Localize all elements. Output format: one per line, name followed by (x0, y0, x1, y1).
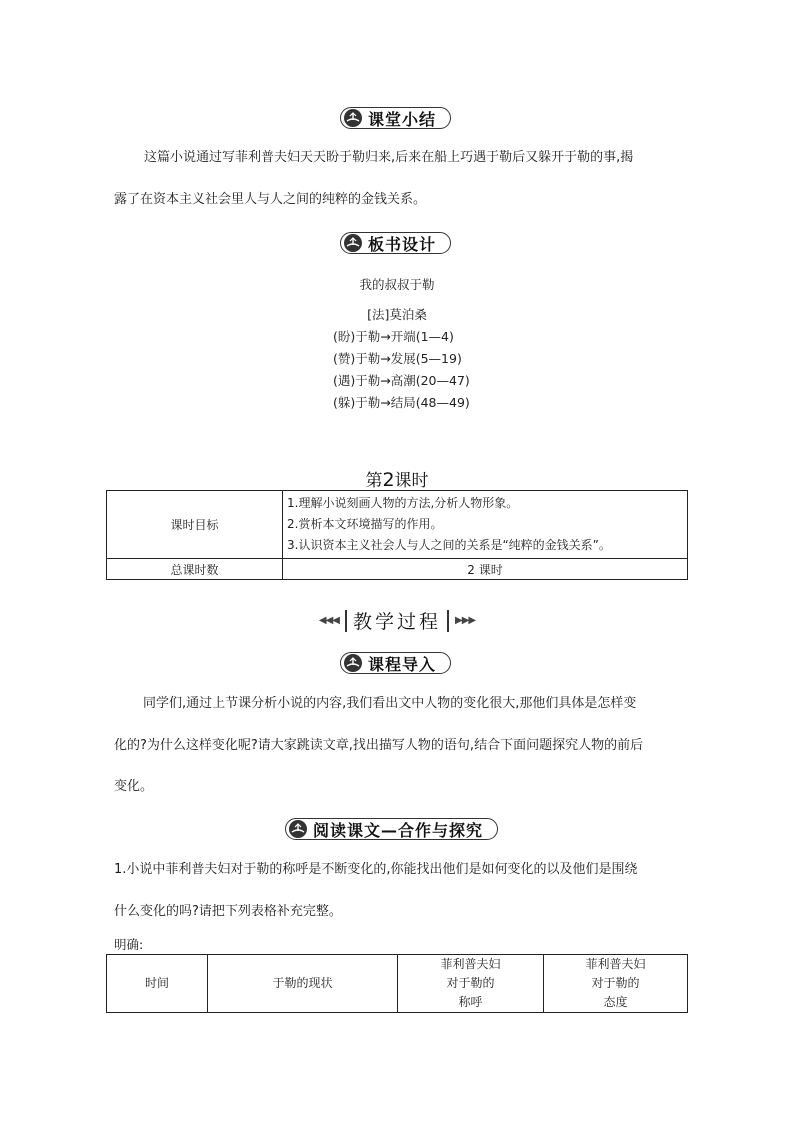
book-icon (287, 818, 309, 840)
section-badge-board (340, 232, 451, 254)
summary-line-2: 露了在资本主义社会里人与人之间的纯粹的金钱关系。 (114, 192, 427, 207)
book-icon (342, 232, 364, 254)
lesson-suffix: 课时 (394, 471, 429, 491)
section-title: 课堂小结 (368, 109, 437, 129)
intro-line-1: 同学们,通过上节课分析小说的内容,我们看出文中人物的变化很大,那他们具体是怎样变 (143, 696, 637, 711)
header-cell (544, 955, 688, 1013)
board-author: [法]莫泊桑 (367, 307, 427, 322)
section-badge-reading (285, 818, 498, 840)
header-text: 态度 (603, 995, 628, 1009)
total-label: 总课时数 (170, 562, 219, 577)
header-text: 对于勒的 (591, 976, 640, 990)
lesson-prefix: 第 (365, 471, 383, 491)
change-table (106, 954, 688, 1013)
board-line: (遇)于勒→高潮(20—47) (333, 373, 470, 388)
header-cell (107, 955, 208, 1013)
divider-bar (447, 610, 449, 632)
lesson-title (0, 466, 794, 491)
section-title: 阅读课文—合作与探究 (313, 820, 484, 840)
total-value: 2 课时 (467, 562, 503, 577)
header-cell (208, 955, 398, 1013)
header-text: 菲利普夫妇 (585, 957, 646, 971)
section-badge-summary (340, 107, 451, 129)
header-cell (398, 955, 544, 1013)
goal-label-cell (107, 491, 283, 559)
question-line-1: 1.小说中菲利普夫妇对于勒的称呼是不断变化的,你能找出他们是如何变化的以及他们是围绕 (114, 862, 638, 877)
summary-line-1: 这篇小说通过写菲利普夫妇天天盼于勒归来,后来在船上巧遇于勒后又躲开于勒的事,揭 (144, 150, 634, 165)
board-line: (盼)于勒→开端(1—4) (333, 329, 454, 344)
goals-table (106, 490, 688, 580)
section-badge-intro (340, 652, 451, 674)
section-title: 板书设计 (368, 234, 437, 254)
header-text: 称呼 (458, 995, 483, 1009)
divider-bar (345, 610, 347, 632)
goal-label: 课时目标 (170, 518, 219, 532)
arrows-left-icon: ◀◀◀ (318, 615, 339, 626)
book-icon (342, 652, 364, 674)
header-text: 于勒的现状 (272, 976, 333, 990)
intro-line-3: 变化。 (114, 779, 154, 794)
process-title: 教学过程 (352, 611, 441, 633)
goal-item: 3.认识资本主义社会人与人之间的关系是“纯粹的金钱关系”。 (287, 538, 611, 552)
arrows-right-icon: ▶▶▶ (455, 615, 476, 626)
board-line: (赞)于勒→发展(5—19) (333, 351, 462, 366)
total-value-cell (283, 559, 688, 580)
goal-item: 1.理解小说刻画人物的方法,分析人物形象。 (287, 496, 519, 510)
process-header (0, 607, 794, 634)
lesson-number: 2 (382, 469, 395, 491)
answer-label: 明确: (114, 937, 144, 952)
board-title: 我的叔叔于勒 (359, 277, 435, 292)
header-text: 对于勒的 (446, 976, 495, 990)
intro-line-2: 化的?为什么这样变化呢?请大家跳读文章,找出描写人物的语句,结合下面问题探究人物的前后 (114, 738, 644, 753)
goal-item: 2.赏析本文环境描写的作用。 (287, 517, 443, 531)
book-icon (342, 107, 364, 129)
section-title: 课程导入 (368, 654, 437, 674)
question-line-2: 什么变化的吗?请把下列表格补充完整。 (114, 904, 342, 919)
total-label-cell (107, 559, 283, 580)
goal-list-cell (283, 491, 688, 559)
board-line: (躲)于勒→结局(48—49) (333, 395, 470, 410)
header-text: 时间 (144, 976, 169, 990)
header-text: 菲利普夫妇 (440, 957, 501, 971)
